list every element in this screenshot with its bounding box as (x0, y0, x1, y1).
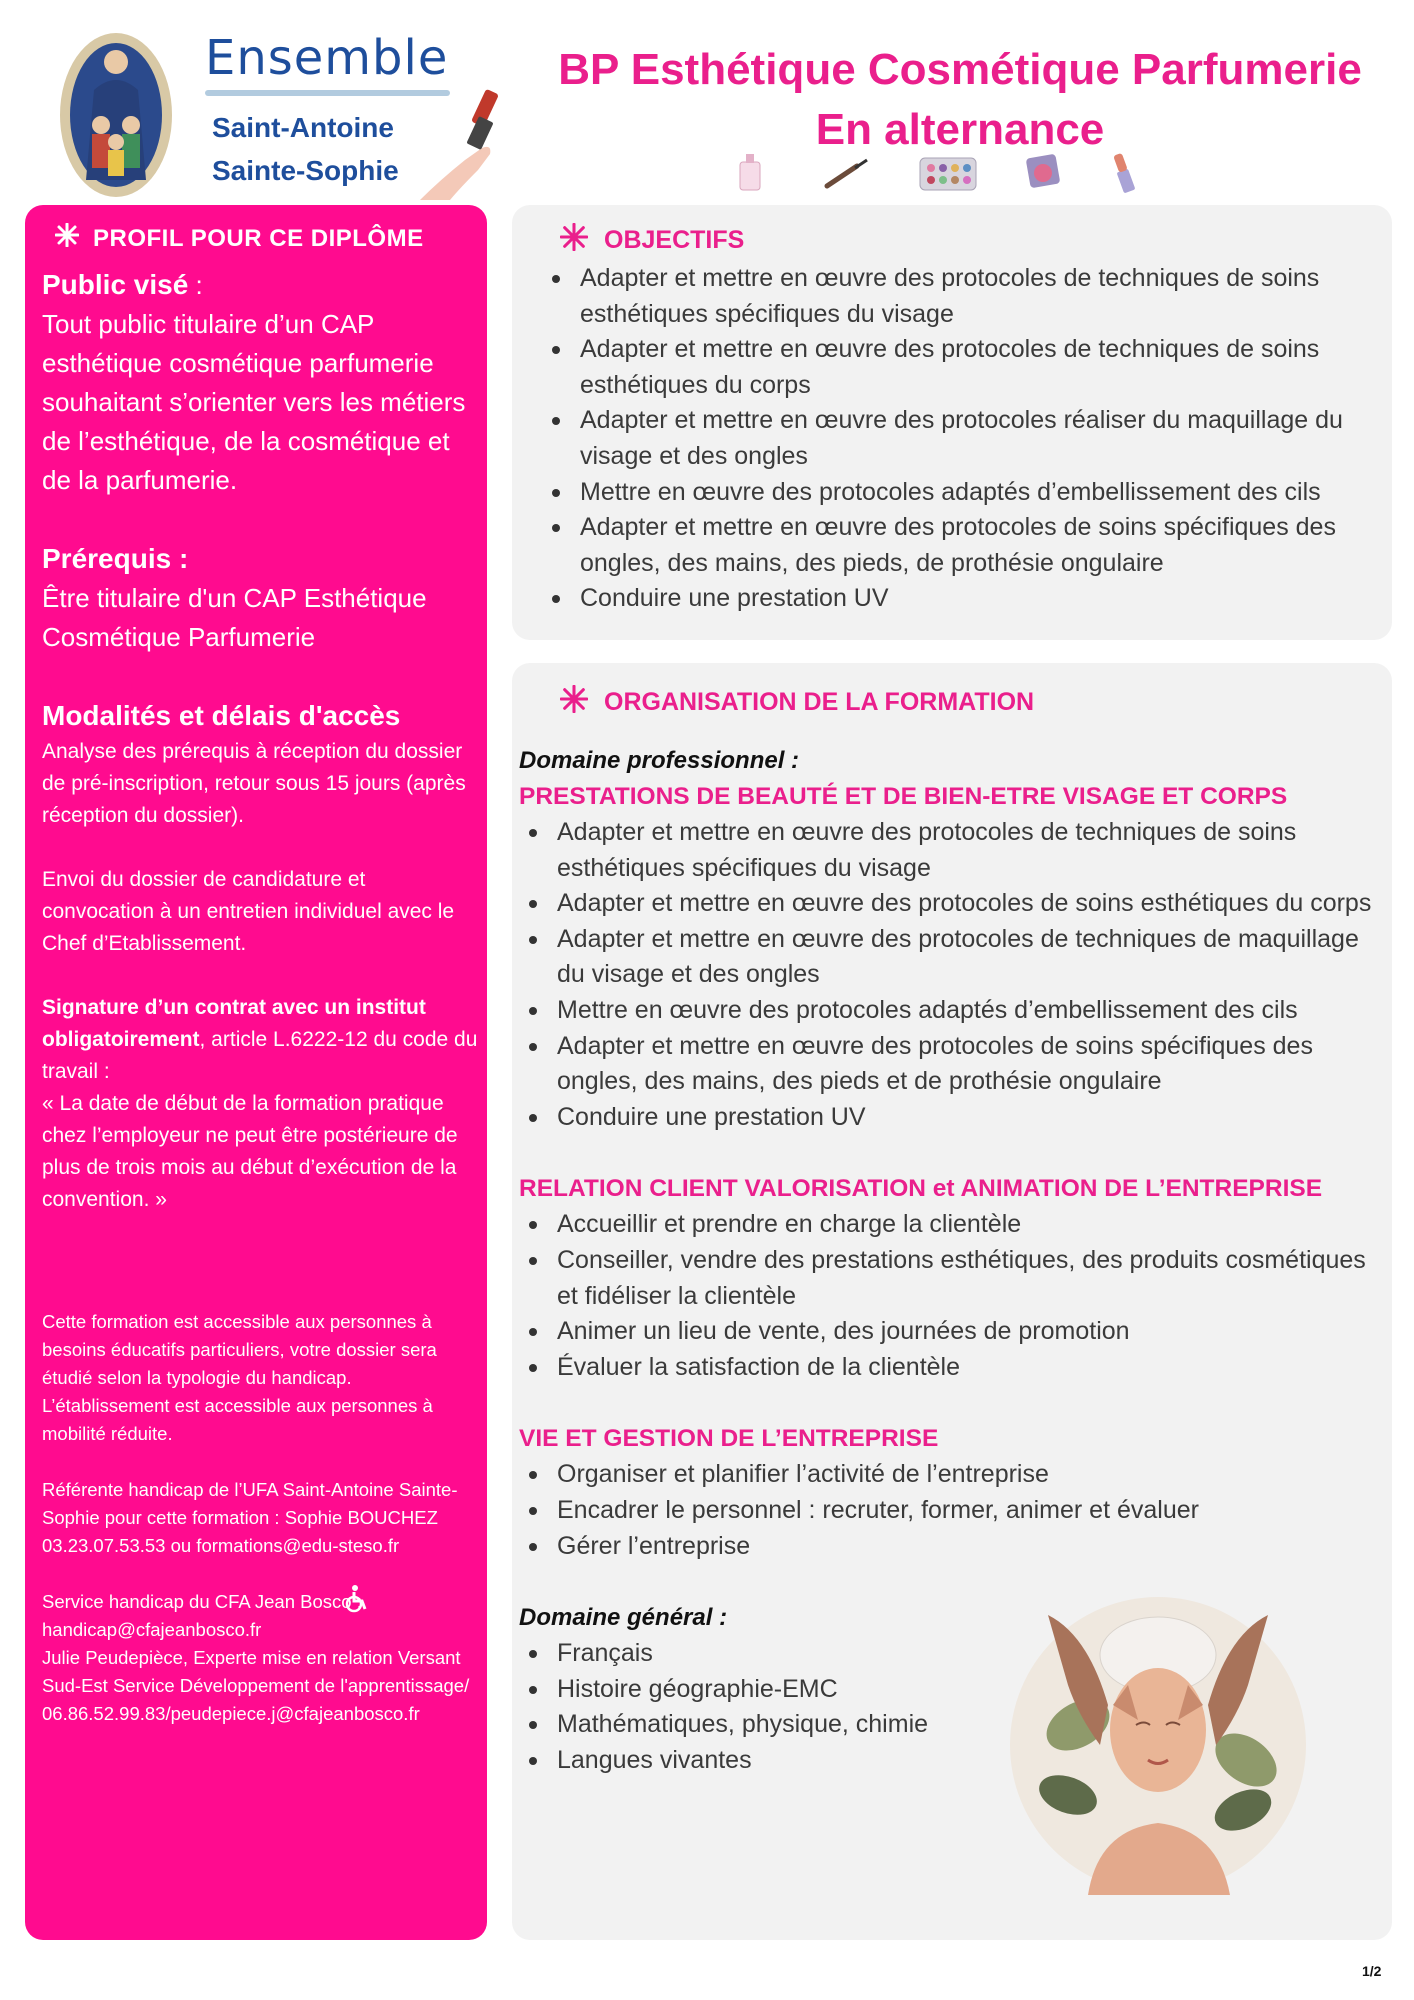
contract-bold: Signature d’un contrat avec un institut obligatoirement (42, 996, 426, 1051)
list-item: Conduire une prestation UV (519, 1100, 1379, 1136)
domain-general-label: Domaine général : (519, 1604, 728, 1632)
public-colon: : (188, 270, 203, 300)
service-line-2: handicap@cfajeanbosco.fr (42, 1619, 262, 1640)
profile-panel (25, 205, 487, 1940)
domain-professionnel-label: Domaine professionnel : (519, 747, 800, 774)
list-item: Encadrer le personnel : recruter, former, animer et évaluer (519, 1493, 1379, 1529)
asterisk-icon (560, 685, 588, 720)
list-item: Mettre en œuvre des protocoles adaptés d’embellissement des cils (519, 993, 1379, 1029)
section-list (519, 1207, 1379, 1385)
title-line-2: En alternance (815, 105, 1105, 154)
list-item: Adapter et mettre en œuvre des protocoles de soins esthétiques du corps (519, 886, 1379, 922)
brand-title: Ensemble (205, 30, 449, 86)
handicap-text: Cette formation est accessible aux personnes à besoins éducatifs particuliers, votre dossier sera étudié selon la typologie du handicap. L’établissement est accessible aux personnes à mobilité réduite. (42, 1311, 437, 1444)
list-item: Conseiller, vendre des prestations esthétiques, des produits cosmétiques et fidéliser la clientèle (519, 1243, 1379, 1314)
profile-heading-text: PROFIL POUR CE DIPLÔME (93, 224, 424, 252)
list-item: Adapter et mettre en œuvre des protocoles réaliser du maquillage du visage et des ongles (542, 403, 1382, 474)
wheelchair-icon (342, 1584, 372, 1622)
organisation-heading-text: ORGANISATION DE LA FORMATION (604, 688, 1035, 716)
contract-quote: « La date de début de la formation pratique chez l’employeur ne peut être postérieure de plus de trois mois au début d’exécution de la convention. » (42, 1092, 458, 1211)
list-item: Adapter et mettre en œuvre des protocoles de soins spécifiques des ongles, des mains, des pieds et de prothésie ongulaire (519, 1029, 1379, 1100)
list-item: Animer un lieu de vente, des journées de promotion (519, 1314, 1379, 1350)
brand-underline (205, 90, 450, 96)
profile-heading (55, 223, 424, 254)
eyeshadow-palette-icon (920, 158, 976, 190)
mascara-icon (827, 160, 867, 186)
section-list (519, 815, 1379, 1135)
list-item: Adapter et mettre en œuvre des protocoles de techniques de soins esthétiques du corps (542, 332, 1382, 403)
access-text-1: Analyse des prérequis à réception du dossier de pré-inscription, retour sous 15 jours (après réception du dossier). (42, 740, 466, 827)
prereq-label: Prérequis : (42, 543, 189, 574)
compact-blush-icon (1026, 154, 1061, 189)
list-item: Gérer l’entreprise (519, 1529, 1379, 1565)
objectives-list (542, 261, 1382, 617)
list-item: Organiser et planifier l’activité de l’entreprise (519, 1457, 1379, 1493)
section-title: VIE ET GESTION DE L’ENTREPRISE (519, 1425, 939, 1453)
list-item: Adapter et mettre en œuvre des protocoles de soins spécifiques des ongles, des mains, des pieds, de prothésie ongulaire (542, 510, 1382, 581)
contract-text: , article L.6222-12 du code du travail : (42, 1028, 478, 1083)
list-item: Conduire une prestation UV (542, 581, 1382, 617)
public-label: Public visé (42, 269, 189, 300)
referent-text: Référente handicap de l’UFA Saint-Antoine Sainte-Sophie pour cette formation : Sophie BOUCHEZ 03.23.07.53.53 ou formations@edu-steso.fr (42, 1479, 458, 1556)
section-title: RELATION CLIENT VALORISATION et ANIMATION DE L’ENTREPRISE (519, 1175, 1323, 1203)
service-line-3: Julie Peudepièce, Experte mise en relation Versant Sud-Est Service Développement de l'apprentissage/ (42, 1647, 470, 1696)
list-item: Adapter et mettre en œuvre des protocoles de techniques de soins esthétiques spécifiques du visage (519, 815, 1379, 886)
list-item: Histoire géographie-EMC (519, 1672, 1379, 1708)
school-logo (56, 30, 176, 200)
organisation-heading (560, 685, 1034, 720)
lipstick-icon (1113, 153, 1135, 194)
list-item: Langues vivantes (519, 1743, 1379, 1779)
hand-lipstick-illustration (420, 70, 540, 200)
asterisk-icon (560, 223, 588, 258)
cosmetics-decoration (735, 148, 1175, 198)
objectives-heading (560, 223, 744, 258)
access-text-2: Envoi du dossier de candidature et convocation à un entretien individuel avec le Chef d’Etablissement. (42, 868, 455, 955)
public-text: Tout public titulaire d’un CAP esthétique cosmétique parfumerie souhaitant s’orienter vers les métiers de l’esthétique, de la cosmétique et de la parfumerie. (42, 309, 466, 495)
access-label: Modalités et délais d'accès (42, 700, 401, 731)
objectives-heading-text: OBJECTIFS (604, 226, 745, 254)
prereq-text: Être titulaire d'un CAP Esthétique Cosmétique Parfumerie (42, 583, 427, 652)
page-title (530, 40, 1390, 160)
service-line-4: 06.86.52.99.83/peudepiece.j@cfajeanbosco.fr (42, 1703, 420, 1724)
section-list (519, 1457, 1379, 1564)
list-item: Français (519, 1636, 1379, 1672)
list-item: Adapter et mettre en œuvre des protocoles de techniques de soins esthétiques spécifiques du visage (542, 261, 1382, 332)
list-item: Accueillir et prendre en charge la clientèle (519, 1207, 1379, 1243)
section-title: PRESTATIONS DE BEAUTÉ ET DE BIEN-ETRE VISAGE ET CORPS (519, 783, 1288, 810)
objectives-card (512, 205, 1392, 640)
brand-line-2: Sainte-Sophie (212, 155, 399, 186)
service-line-1-text: Service handicap du CFA Jean Bosco : (42, 1591, 362, 1612)
list-item: Adapter et mettre en œuvre des protocoles de techniques de maquillage du visage et des ongles (519, 922, 1379, 993)
contract-paragraph (42, 992, 482, 1088)
asterisk-icon (55, 223, 79, 254)
list-item: Évaluer la satisfaction de la clientèle (519, 1350, 1379, 1386)
service-line-1 (42, 1588, 482, 1616)
perfume-icon (740, 154, 760, 190)
brand-line-1: Saint-Antoine (212, 112, 394, 143)
list-item: Mathématiques, physique, chimie (519, 1707, 1379, 1743)
public-block (42, 265, 482, 305)
list-item: Mettre en œuvre des protocoles adaptés d’embellissement des cils (542, 475, 1382, 511)
page-number: 1/2 (1362, 1963, 1382, 1979)
title-line-1: BP Esthétique Cosmétique Parfumerie (558, 45, 1362, 94)
facial-treatment-illustration (1008, 1595, 1308, 1895)
